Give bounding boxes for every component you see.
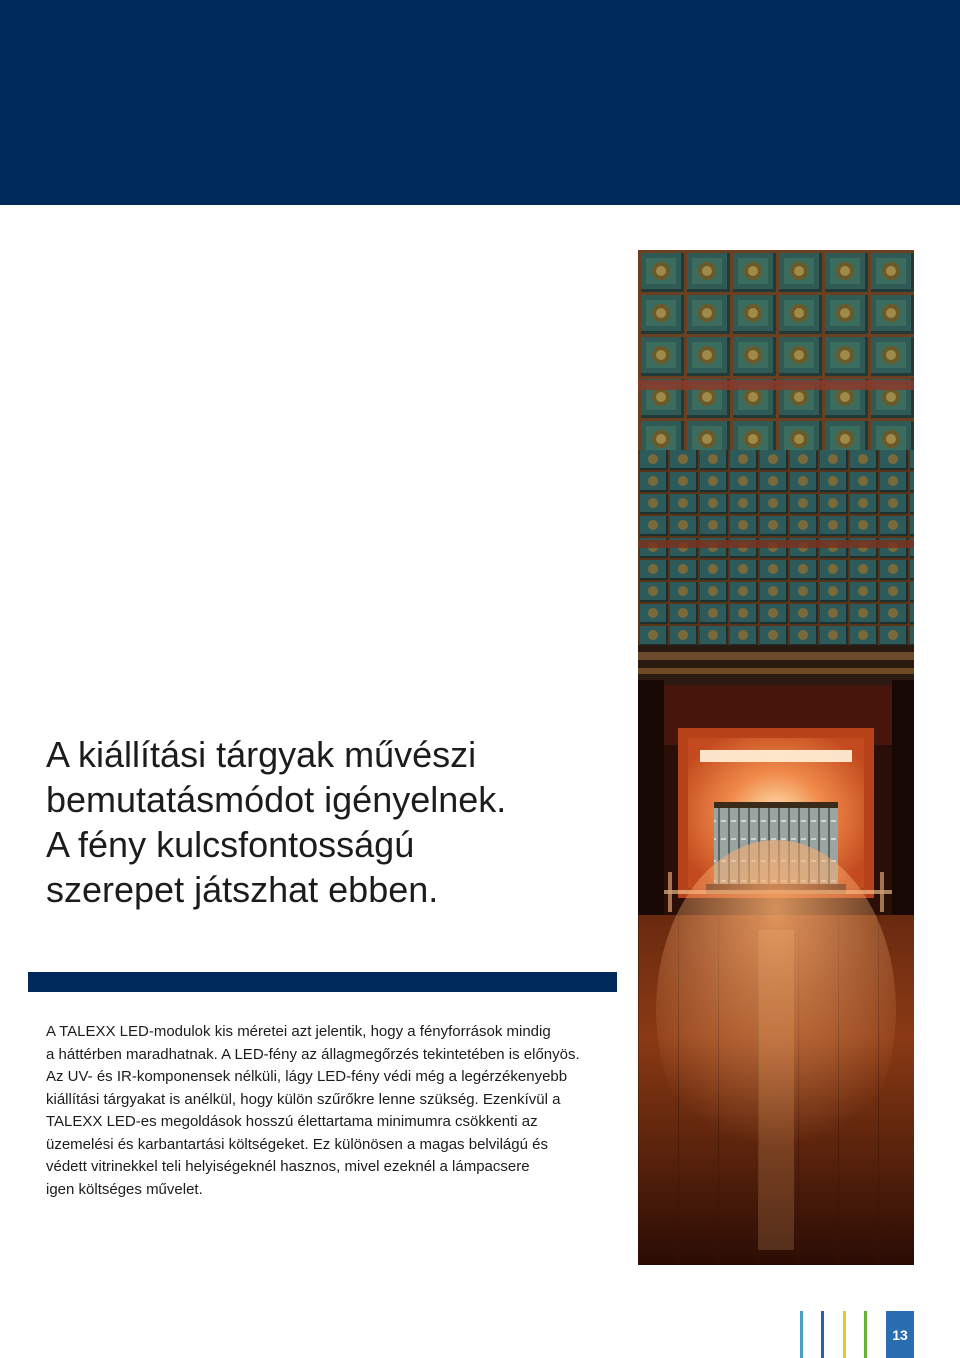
body-line: a háttérben maradhatnak. A LED-fény az állagmegőrzés tekintetében is előnyös. (46, 1045, 580, 1063)
exhibition-hall-photo (638, 250, 914, 1265)
body-line: kiállítási tárgyakat is anélkül, hogy külön szűrőkre lenne szükség. Ezenkívül a (46, 1090, 561, 1108)
page-number-text: 13 (892, 1326, 908, 1343)
photo-illustration (638, 250, 914, 1265)
section-divider-bar (28, 972, 617, 992)
body-line: üzemelési és karbantartási költségeket. Ez különösen a magas belvilágú és (46, 1135, 548, 1153)
headline-line: A kiállítási tárgyak művészi (46, 734, 477, 775)
body-paragraph (46, 1021, 626, 1201)
body-line: igen költséges művelet. (46, 1180, 203, 1198)
body-line: TALEXX LED-es megoldások hosszú élettartama minimumra csökkenti az (46, 1113, 538, 1130)
footer-rule-yellow (843, 1311, 846, 1358)
body-line: A TALEXX LED-modulok kis méretei azt jelentik, hogy a fényforrások mindig (46, 1023, 551, 1040)
headline (46, 732, 626, 912)
headline-line: szerepet játszhat ebben. (46, 869, 439, 910)
footer-rule-cyan (800, 1311, 803, 1358)
headline-line: bemutatásmódot igényelnek. (46, 779, 507, 820)
body-line: Az UV- és IR-komponensek nélküli, lágy LED-fény védi még a legérzékenyebb (46, 1068, 568, 1085)
footer-rule-blue (821, 1311, 824, 1358)
header-band (0, 0, 960, 205)
headline-line: A fény kulcsfontosságú (46, 824, 415, 865)
page-number (886, 1311, 914, 1358)
footer-rule-green (864, 1311, 867, 1358)
body-line: védett vitrinekkel teli helyiségeknél hasznos, mivel ezeknél a lámpacsere (46, 1158, 530, 1175)
